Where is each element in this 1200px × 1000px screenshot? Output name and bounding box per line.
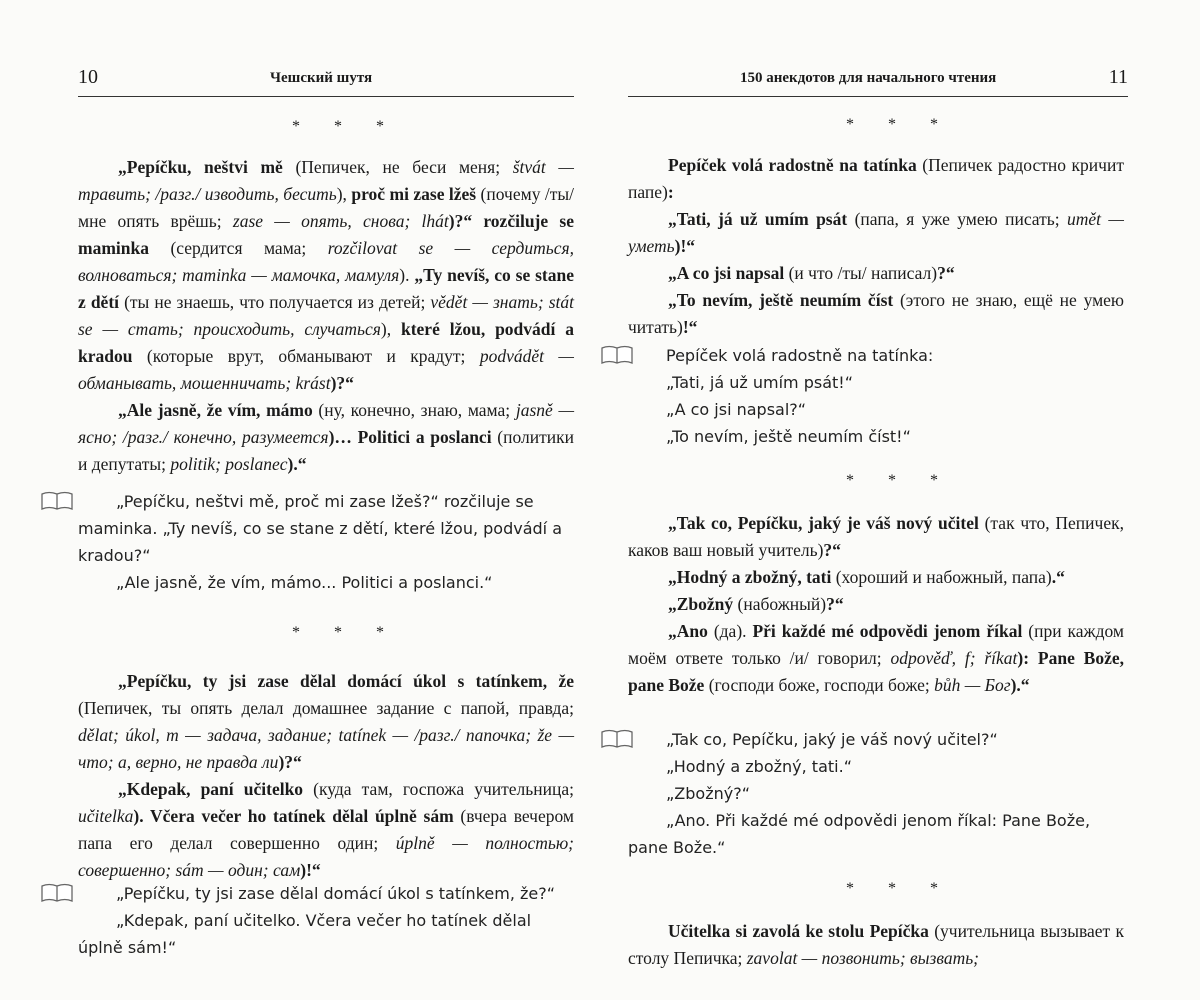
vocabulary-note: zavolat — позвонить; вызвать;: [746, 948, 979, 968]
vocabulary-note: dělat; úkol, m — задача, задание; tatínek — /разг./ папочка; že — что; а, верно, не правда ли: [78, 725, 574, 772]
czech-text: Pepíček volá radostně na tatínka: [668, 155, 917, 175]
annotated-paragraph: [628, 206, 1124, 260]
translation-text: (почему /ты/ мне опять врёшь;: [78, 184, 575, 231]
translation-text: ),: [336, 184, 352, 204]
section-separator: * * *: [292, 624, 399, 641]
annotated-paragraph: [78, 154, 574, 397]
page-number: 11: [1108, 66, 1128, 88]
translation-text: (куда там, госпожа учительница;: [303, 779, 574, 799]
czech-text: proč mi zase lžeš: [351, 184, 477, 204]
vocabulary-note: rozčilovat se — сердиться, волноваться; maminka — мамочка, мамуля: [78, 238, 574, 285]
source-paragraph: „Tati, já už umím psát!“: [666, 373, 853, 392]
annotated-paragraph: [628, 564, 1124, 591]
czech-text: )… Politici a poslanci: [328, 427, 492, 447]
page-header: [628, 60, 1128, 97]
source-paragraph: „Kdepak, paní učitelko. Včera večer ho tatínek dělal úplně sám!“: [78, 911, 532, 957]
source-paragraph: „Pepíčku, neštvi mě, proč mi zase lžeš?“ rozčiluje se maminka. „Ty nevíš, co se stane z dětí, které lžou, podvádí a kradou?“: [78, 492, 562, 565]
joke-annotated: [628, 918, 1124, 972]
source-paragraph: „To nevím, ještě neumím číst!“: [666, 427, 911, 446]
translation-text: (так что, Пепичек, каков ваш новый учитель): [628, 513, 1124, 560]
source-paragraph: „Pepíčku, ty jsi zase dělal domácí úkol s tatínkem, že?“: [116, 884, 556, 903]
joke-source-text: [628, 342, 1124, 450]
joke-source-text: [78, 488, 574, 596]
czech-text: které lžou, podvádí a kradou: [78, 319, 574, 366]
annotated-paragraph: [78, 668, 574, 776]
running-title: Чешский шутя: [270, 70, 373, 86]
source-paragraph: „Ano. Při každé mé odpovědi jenom říkal: Pane Bože, pane Bože.“: [628, 811, 1091, 857]
joke-annotated: [628, 510, 1124, 699]
joke-annotated: [628, 152, 1124, 341]
vocabulary-note: politik; poslanec: [170, 454, 288, 474]
czech-text: ?“: [823, 540, 841, 560]
source-paragraph: „Zbožný?“: [666, 784, 750, 803]
source-paragraph: „A co jsi napsal?“: [666, 400, 807, 419]
czech-text: ?“: [937, 263, 955, 283]
page-header: [78, 60, 574, 97]
czech-text: „Tak co, Pepíčku, jaký je váš nový učitel: [668, 513, 979, 533]
czech-text: „Tati, já už umím psát: [668, 209, 848, 229]
translation-text: (ты не знаешь, что получается из детей;: [119, 292, 431, 312]
czech-text: ).“: [1010, 675, 1030, 695]
czech-text: )?“: [448, 211, 484, 231]
czech-text: )?“: [278, 752, 302, 772]
running-title: 150 анекдотов для начального чтения: [740, 70, 997, 86]
czech-text: )!“: [300, 860, 321, 880]
czech-text: :: [667, 182, 674, 202]
vocabulary-note: úplně — полностью; совершенно; sám — один; сам: [78, 833, 574, 880]
translation-text: (при каждом моём ответе только /и/ говорил;: [628, 621, 1124, 668]
czech-text: „Kdepak, paní učitelko: [118, 779, 304, 799]
czech-text: ).“: [287, 454, 307, 474]
translation-text: (ну, конечно, знаю, мама;: [312, 400, 516, 420]
annotated-paragraph: [628, 618, 1124, 699]
czech-text: „Pepíčku, neštvi mě: [118, 157, 283, 177]
translation-text: (сердится мама;: [148, 238, 328, 258]
joke-source-text: [628, 726, 1124, 861]
vocabulary-note: jasně — ясно; /разг./ конечно, разумеется: [78, 400, 575, 447]
translation-text: (хороший и набожный, папа): [831, 567, 1052, 587]
czech-text: „Zbožný: [668, 594, 734, 614]
translation-text: ).: [399, 265, 415, 285]
right-page: [600, 0, 1200, 1000]
section-separator: * * *: [292, 118, 399, 135]
czech-text: !“: [682, 317, 698, 337]
vocabulary-note: odpověď, f; říkat: [890, 648, 1018, 668]
section-separator: * * *: [846, 116, 953, 133]
vocabulary-note: bůh — Бог: [934, 675, 1011, 695]
translation-text: (набожный): [733, 594, 827, 614]
source-paragraph: „Tak co, Pepíčku, jaký je váš nový učitel?“: [666, 730, 998, 749]
translation-text: (Пепичек, не беси меня;: [282, 157, 513, 177]
annotated-paragraph: [628, 918, 1124, 972]
annotated-paragraph: [628, 510, 1124, 564]
czech-text: „Ty nevíš, co se stane z dětí: [78, 265, 574, 312]
vocabulary-note: zase — опять, снова; lhát: [232, 211, 449, 231]
annotated-paragraph: [628, 591, 1124, 618]
translation-text: (папа, я уже умею писать;: [847, 209, 1068, 229]
joke-source-text: [78, 880, 574, 961]
annotated-paragraph: [78, 397, 574, 478]
section-separator: * * *: [846, 472, 953, 489]
czech-text: )?“: [330, 373, 354, 393]
translation-text: (и что /ты/ написал): [784, 263, 938, 283]
vocabulary-note: vědět — знать; stát se — стать; происходить, случаться: [78, 292, 574, 339]
czech-text: Učitelka si zavolá ke stolu Pepíčka: [668, 921, 929, 941]
translation-text: (учительница вызывает к столу Пепичка;: [628, 921, 1124, 968]
czech-text: ). Včera večer ho tatínek dělal úplně sám: [133, 806, 454, 826]
book-icon: [40, 490, 74, 517]
czech-text: „Ale jasně, že vím, mámo: [118, 400, 313, 420]
czech-text: „To nevím, ještě neumím číst: [668, 290, 894, 310]
czech-text: „Pepíčku, ty jsi zase dělal domácí úkol s tatínkem, že: [118, 671, 574, 691]
czech-text: .“: [1051, 567, 1065, 587]
vocabulary-note: učitelka: [78, 806, 134, 826]
vocabulary-note: štvát — травить; /разг./ изводить, бесить: [78, 157, 574, 204]
source-paragraph: „Ale jasně, že vím, mámo... Politici a poslanci.“: [116, 573, 493, 592]
translation-text: (господи боже, господи боже;: [704, 675, 935, 695]
translation-text: (вчера вечером папа его делал совершенно один;: [78, 806, 574, 853]
czech-text: )!“: [674, 236, 696, 256]
translation-text: ),: [380, 319, 401, 339]
czech-text: Při každé mé odpovědi jenom říkal: [752, 621, 1023, 641]
annotated-paragraph: [78, 776, 574, 884]
vocabulary-note: umět — уметь: [628, 209, 1124, 256]
czech-text: ): Pane Bože, pane Bože: [628, 648, 1124, 695]
vocabulary-note: podvádět — обманывать, мошенничать; krást: [78, 346, 574, 393]
page-number: 10: [78, 66, 98, 88]
source-paragraph: Pepíček volá radostně na tatínka:: [666, 346, 934, 365]
translation-text: (да).: [707, 621, 753, 641]
translation-text: (которые врут, обманывают и крадут;: [132, 346, 480, 366]
book-icon: [40, 882, 74, 909]
czech-text: „Ano: [668, 621, 708, 641]
annotated-paragraph: [628, 152, 1124, 206]
czech-text: rozčiluje se maminka: [78, 211, 574, 258]
translation-text: (этого не знаю, ещё не умею читать): [628, 290, 1125, 337]
annotated-paragraph: [628, 287, 1124, 341]
translation-text: (Пепичек радостно кричит папе): [628, 155, 1124, 202]
section-separator: * * *: [846, 880, 953, 897]
translation-text: (политики и депутаты;: [78, 427, 574, 474]
czech-text: „Hodný a zbožný, tati: [668, 567, 832, 587]
czech-text: „A co jsi napsal: [668, 263, 785, 283]
translation-text: (Пепичек, ты опять делал домашнее задание с папой, правда;: [78, 698, 574, 718]
source-paragraph: „Hodný a zbožný, tati.“: [666, 757, 852, 776]
joke-annotated: [78, 668, 574, 884]
annotated-paragraph: [628, 260, 1124, 287]
czech-text: ?“: [826, 594, 844, 614]
joke-annotated: [78, 154, 574, 478]
